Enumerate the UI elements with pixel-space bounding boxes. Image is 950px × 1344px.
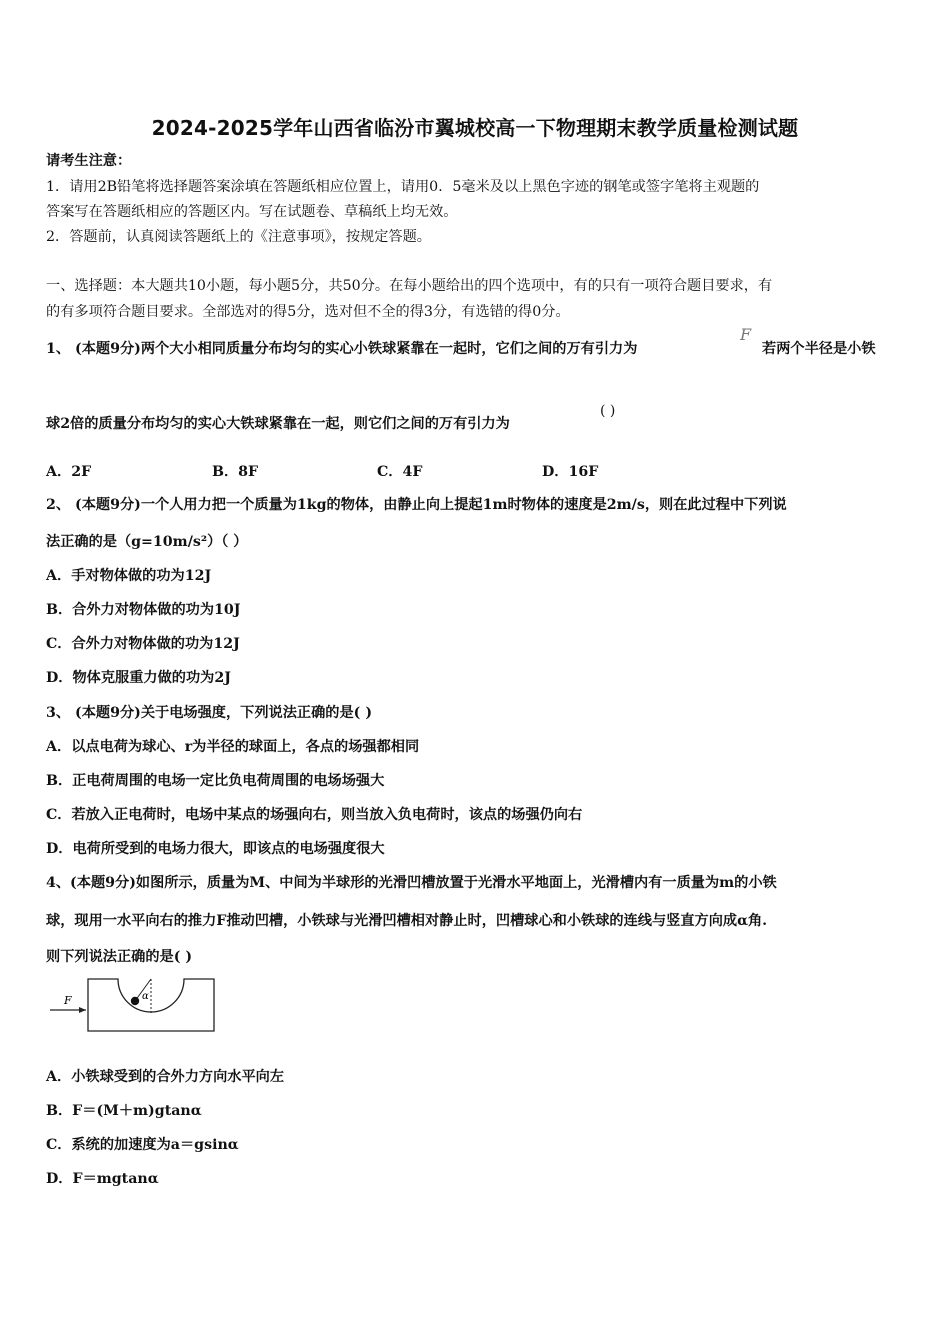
- force-label: F: [64, 994, 72, 1007]
- option-b: B．合外力对物体做的功为10J: [46, 602, 241, 618]
- question-3-text: 3、 (本题9分)关于电场强度，下列说法正确的是( ): [46, 705, 373, 721]
- option-d: D．F＝mgtanα: [46, 1171, 159, 1187]
- option-d: D．电荷所受到的电场力很大，即该点的电场强度很大: [46, 841, 385, 857]
- option-a: A．小铁球受到的合外力方向水平向左: [46, 1069, 285, 1085]
- section-heading: 的有多项符合题目要求。全部选对的得5分，选对但不全的得3分，有选错的得0分。: [46, 304, 570, 320]
- notice-line: 2．答题前，认真阅读答题纸上的《注意事项》，按规定答题。: [46, 229, 431, 245]
- notice-line: 1．请用2B铅笔将选择题答案涂填在答题纸相应位置上，请用0．5毫米及以上黑色字迹的钢笔或签字笔将主观题的: [46, 179, 760, 195]
- option-d: D．物体克服重力做的功为2J: [46, 670, 231, 686]
- question-1-text-tail: 若两个半径是小铁: [762, 341, 876, 357]
- option-a: A．2F: [46, 464, 92, 480]
- iron-ball: [131, 997, 139, 1005]
- option-b: B．正电荷周围的电场一定比负电荷周围的电场场强大: [46, 773, 385, 789]
- alpha-label: α: [142, 991, 149, 1002]
- question-1-text: 球2倍的质量分布均匀的实心大铁球紧靠在一起，则它们之间的万有引力为: [46, 416, 510, 432]
- option-c: C．若放入正电荷时，电场中某点的场强向右，则当放入负电荷时，该点的场强仍向右: [46, 807, 583, 823]
- option-d: D．16F: [542, 464, 599, 480]
- notice-line: 答案写在答题纸相应的答题区内。写在试题卷、草稿纸上均无效。: [46, 204, 458, 220]
- option-b: B．F＝(M＋m)gtanα: [46, 1103, 202, 1119]
- question-4-text: 则下列说法正确的是( ): [46, 949, 193, 965]
- question-2-text: 2、 (本题9分)一个人用力把一个质量为1kg的物体，由静止向上提起1m时物体的速度是2m/s，则在此过程中下列说: [46, 497, 787, 513]
- question-1-text: 1、 (本题9分)两个大小相同质量分布均匀的实心小铁球紧靠在一起时，它们之间的万有引力为: [46, 341, 638, 357]
- section-heading: 一、选择题：本大题共10小题，每小题5分，共50分。在每小题给出的四个选项中，有的只有一项符合题目要求，有: [46, 278, 773, 294]
- answer-paren: ( ): [600, 403, 616, 419]
- formula-f: F: [740, 325, 752, 344]
- force-arrowhead: [79, 1007, 86, 1013]
- option-c: C．合外力对物体做的功为12J: [46, 636, 240, 652]
- question-4-text: 球，现用一水平向右的推力F推动凹槽，小铁球与光滑凹槽相对静止时，凹槽球心和小铁球的连线与竖直方向成α角.: [46, 913, 768, 929]
- question-4-text: 4、(本题9分)如图所示，质量为M、中间为半球形的光滑凹槽放置于光滑水平地面上，光滑槽内有一质量为m的小铁: [46, 875, 777, 891]
- option-b: B．8F: [212, 464, 259, 480]
- question-2-text: 法正确的是（g=10m/s²）（ ）: [46, 534, 248, 550]
- page-title: 2024-2025学年山西省临汾市翼城校高一下物理期末教学质量检测试题: [151, 116, 799, 140]
- option-c: C．4F: [377, 464, 423, 480]
- option-a: A．手对物体做的功为12J: [46, 568, 212, 584]
- option-c: C．系统的加速度为a＝gsinα: [46, 1137, 239, 1153]
- groove-figure: [46, 975, 218, 1035]
- notice-heading: 请考生注意：: [46, 153, 132, 169]
- option-a: A．以点电荷为球心、r为半径的球面上，各点的场强都相同: [46, 739, 420, 755]
